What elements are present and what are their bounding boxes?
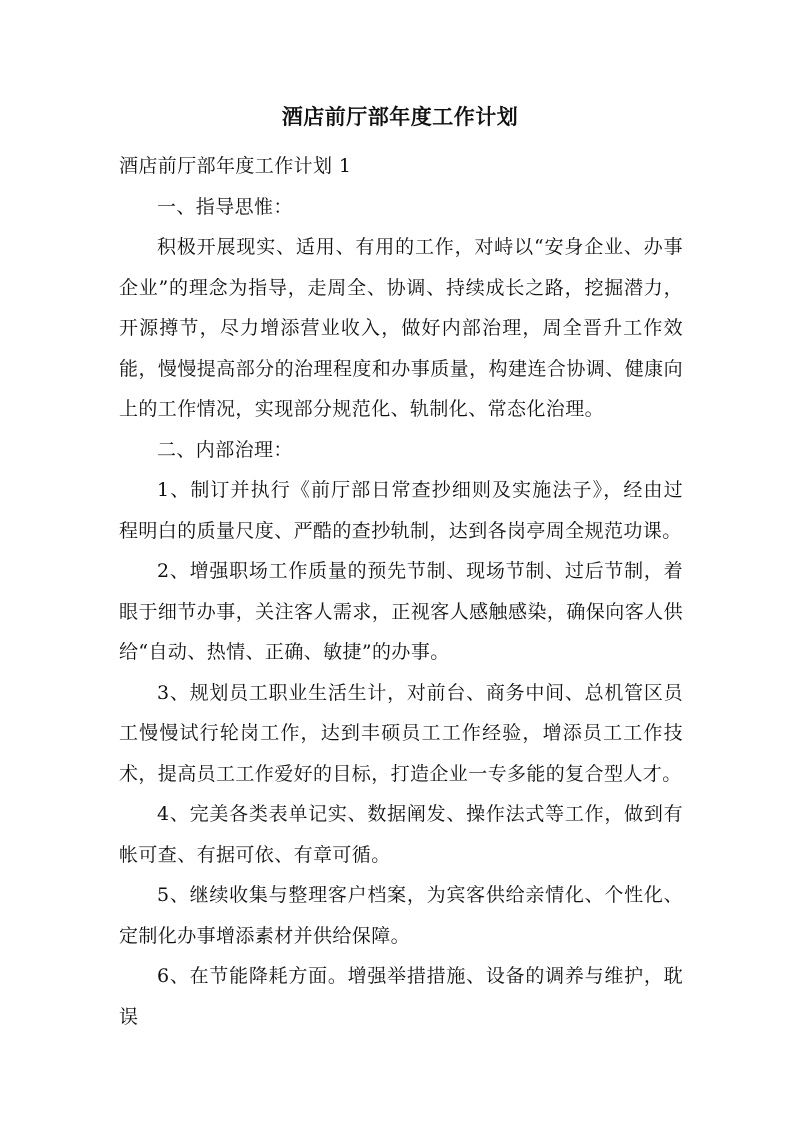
paragraph: 3、规划员工职业生活生计，对前台、商务中间、总机管区员工慢慢试行轮岗工作，达到丰硕员工工作经验，增添员工工作技术，提高员工工作爱好的目标，打造企业一专多能的复合型人才。 xyxy=(119,681,683,785)
section-heading-guiding-thought: 一、指导思惟： xyxy=(157,195,293,218)
paragraph: 6、在节能降耗方面。增强举措措施、设备的调养与维护，耽误 xyxy=(119,965,683,1028)
paragraph: 积极开展现实、适用、有用的工作，对峙以“安身企业、办事企业”的理念为指导，走周全、协调、持续成长之路，挖掘潜力，开源撙节，尽力增添营业收入，做好内部治理，周全晋升工作效能，慢慢提高部分的治理程度和办事质量，构建连合协调、健康向上的工作情况，实现部分规范化、轨制化、常态化治理。 xyxy=(119,236,683,420)
paragraph: 2、增强职场工作质量的预先节制、现场节制、过后节制，着眼于细节办事，关注客人需求，正视客人感触感染，确保向客人供给“自动、热情、正确、敏捷”的办事。 xyxy=(119,560,683,663)
page-title: 酒店前厅部年度工作计划 xyxy=(281,104,519,129)
paragraph: 1、制订并执行《前厅部日常查抄细则及实施法子》，经由过程明白的质量尺度、严酷的查抄轨制，达到各岗亭周全规范功课。 xyxy=(119,479,683,542)
document-subtitle: 酒店前厅部年度工作计划 1 xyxy=(119,155,352,177)
section-heading-internal-management: 二、内部治理： xyxy=(157,438,293,461)
paragraph: 4、完美各类表单记实、数据阐发、操作法式等工作，做到有帐可查、有据可依、有章可循。 xyxy=(119,803,683,866)
paragraph: 5、继续收集与整理客户档案，为宾客供给亲情化、个性化、定制化办事增添素材并供给保障。 xyxy=(119,884,683,947)
document-body xyxy=(119,146,683,1037)
